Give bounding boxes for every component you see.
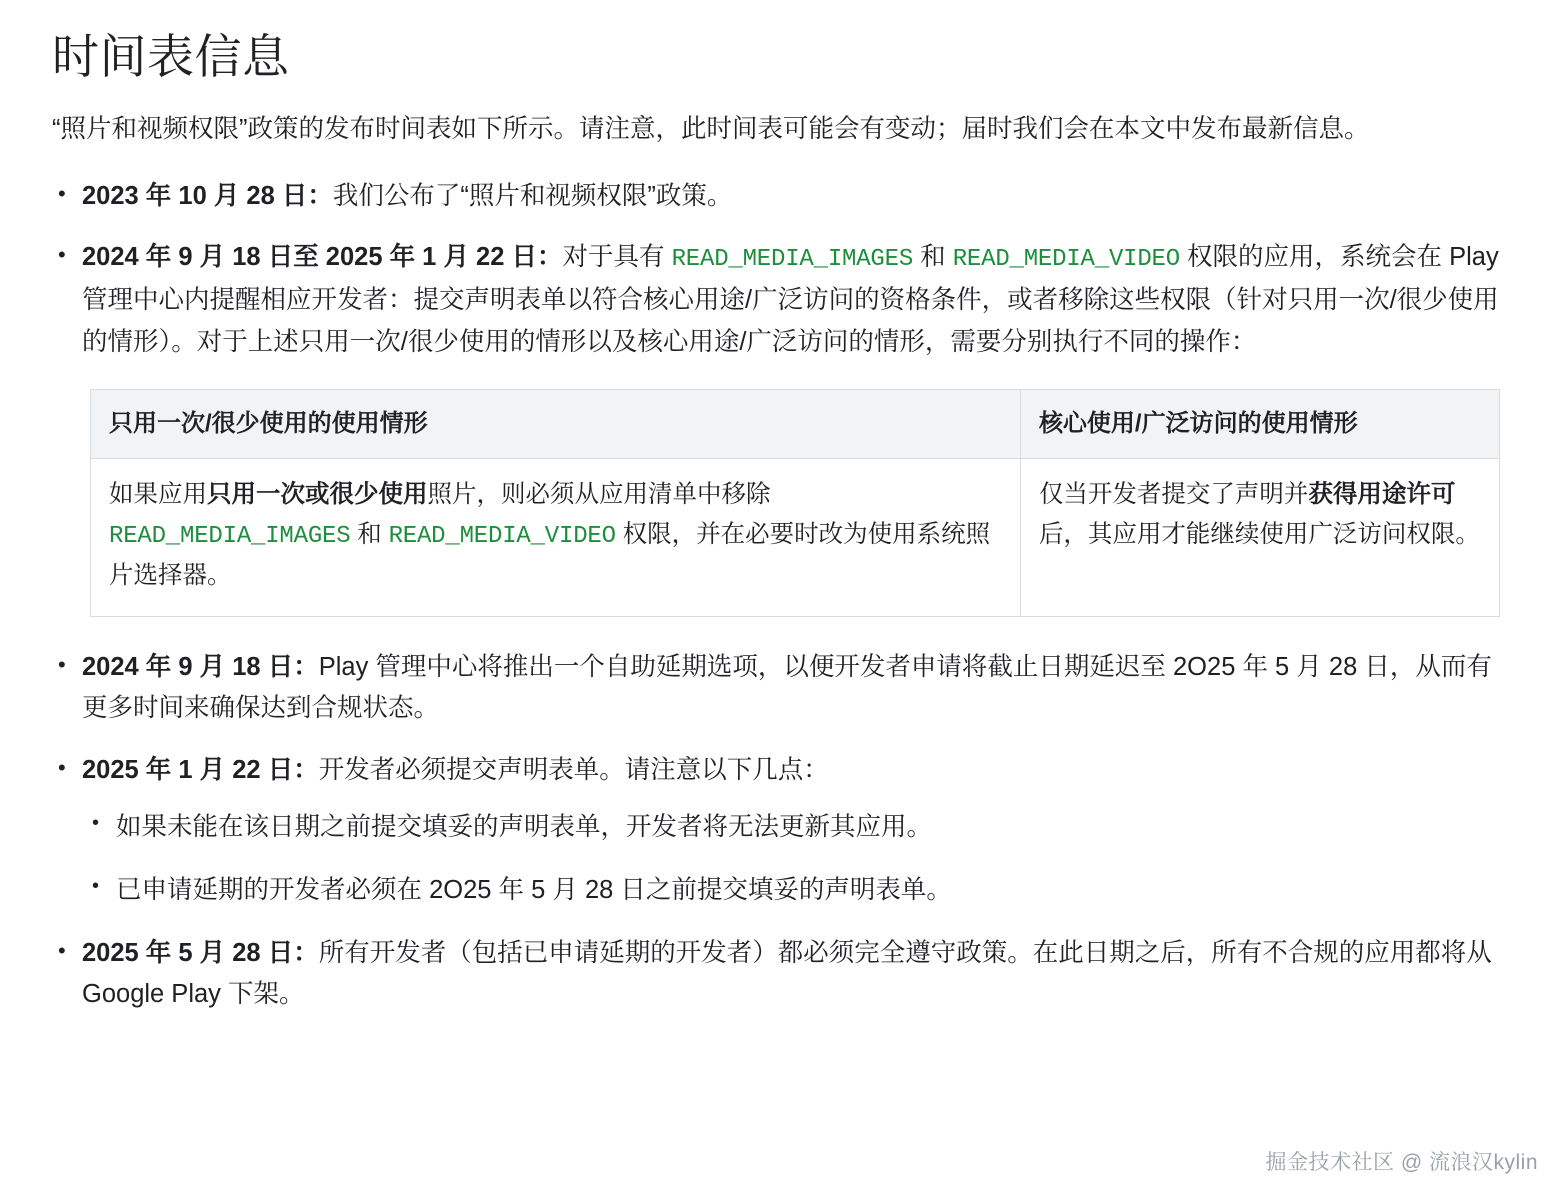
table-header-col-a: 只用一次/很少使用的使用情形 [91,389,1021,458]
timeline-item-2-text-part3: 权限的应用，系统会在 Play 管理中心内提醒相应开发者：提交声明表单以符合核心用途/广泛访问的资格条件，或者移除这些权限（针对只用一次/很少使用的情形）。对于上述只用一次/很少使用的情形以及核心用途/广泛访问的情形，需要分别执行不同的操作： [82,243,1499,356]
timeline-item-2-colon: ： [536,243,563,272]
timeline-item-4-text: 开发者必须提交声明表单。请注意以下几点： [318,755,829,784]
timeline-item-1-colon: ： [307,182,333,211]
permission-code-read-media-video: READ_MEDIA_VIDEO [388,522,616,550]
timeline-item-1-text: 我们公布了“照片和视频权限”政策。 [332,182,733,211]
permission-code-read-media-images: READ_MEDIA_IMAGES [109,522,351,550]
timeline-item-4-colon: ： [293,755,319,784]
table-row [91,458,1500,616]
table-body [91,458,1500,616]
list-item: • 已申请延期的开发者必须在 2O25 年 5 月 28 日之前提交填妥的声明表单。 [82,870,1506,911]
policy-comparison-table [90,389,1500,617]
intro-paragraph: “照片和视频权限”政策的发布时间表如下所示。请注意，此时间表可能会有变动；届时我们会在本文中发布最新信息。 [52,114,1370,143]
cell-b-bold1: 获得用途许可 [1308,480,1456,508]
cell-a-part4: 权限，并在必要时改为使用系统照片选择器。 [109,520,991,590]
timeline-item-4-sublist [82,807,1506,911]
table-cell-one-time-use [91,458,1021,616]
timeline-item-2-text-part1: 对于具有 [562,243,672,272]
timeline-item-3-date: 2024 年 9 月 18 日 [82,653,294,682]
timeline-item-2 [52,237,1506,617]
list-item: • 如果未能在该日期之前提交填妥的声明表单，开发者将无法更新其应用。 [82,807,1506,848]
timeline-item-5-text: 所有开发者（包括已申请延期的开发者）都必须完全遵守政策。在此日期之后，所有不合规的应用都将从 Google Play 下架。 [82,938,1492,1008]
cell-a-part1: 如果应用 [109,480,207,508]
timeline-item-2-date: 2024 年 9 月 18 日至 2025 年 1 月 22 日 [82,243,537,272]
cell-b-part2: 后，其应用才能继续使用广泛访问权限。 [1038,520,1480,548]
permission-code-read-media-video: READ_MEDIA_VIDEO [952,246,1180,274]
cell-a-part3: 和 [350,520,389,548]
timeline-item-4-date: 2025 年 1 月 22 日 [82,755,294,784]
table-header-col-b: 核心使用/广泛访问的使用情形 [1020,389,1499,458]
page-title: 时间表信息 [52,30,290,83]
cell-a-part2: 照片，则必须从应用清单中移除 [427,480,771,508]
timeline-item-1-date: 2023 年 10 月 28 日 [82,182,308,211]
permission-code-read-media-images: READ_MEDIA_IMAGES [671,246,914,274]
watermark: 掘金技术社区 @ 流浪汉kylin [1265,1151,1538,1174]
timeline-item-5 [52,933,1506,1016]
timeline-item-5-date: 2025 年 5 月 28 日 [82,938,294,967]
table-cell-core-use [1020,458,1499,616]
cell-b-part1: 仅当开发者提交了声明并 [1038,480,1309,508]
timeline-item-5-colon: ： [293,938,319,967]
table-header-row [91,389,1500,458]
timeline-item-3 [52,647,1506,730]
timeline-item-2-text-part2: 和 [913,243,953,272]
timeline-item-3-text: Play 管理中心将推出一个自助延期选项，以便开发者申请将截止日期延迟至 2O25 年 5 月 28 日，从而有更多时间来确保达到合规状态。 [82,653,1492,723]
timeline-item-4 [52,750,1506,911]
timeline-list [52,176,1506,1015]
cell-a-bold1: 只用一次或很少使用 [207,480,428,508]
timeline-item-3-colon: ： [293,653,319,682]
table-header [91,389,1500,458]
timeline-item-1 [52,176,1506,217]
